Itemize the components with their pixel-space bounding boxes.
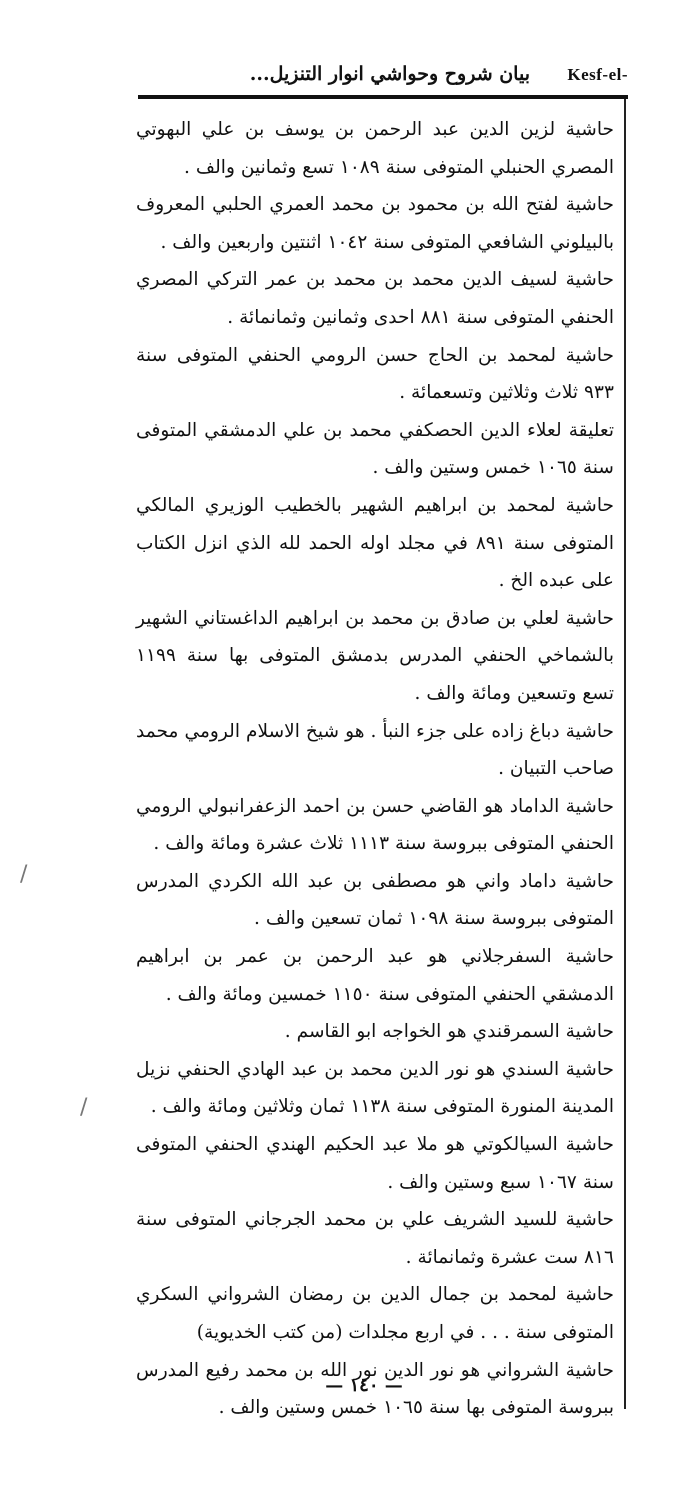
running-title: بيان شروح وحواشي انوار التنزيل... bbox=[249, 63, 530, 85]
entry-list bbox=[136, 111, 614, 1427]
entry: حاشية الشرواني هو نور الدين نور الله بن محمد رفيع المدرس ببروسة المتوفى بها سنة ١٠٦٥ خمس وستين والف . bbox=[136, 1359, 614, 1419]
entry: حاشية لزين الدين عبد الرحمن بن يوسف بن علي البهوتي المصري الحنبلي المتوفى سنة ١٠٨٩ تسع وثمانين والف . bbox=[136, 119, 614, 178]
entry: تعليقة لعلاء الدين الحصكفي محمد بن علي الدمشقي المتوفى سنة ١٠٦٥ خمس وستين والف . bbox=[136, 419, 614, 479]
entry: حاشية لمحمد بن جمال الدين بن رمضان الشرواني السكري المتوفى سنة . . . في اربع مجلدات (من كتب الخديوية) bbox=[136, 1284, 614, 1343]
margin-rule bbox=[624, 99, 626, 1409]
page-number: — ١٤٠ — bbox=[325, 1375, 403, 1396]
entry: حاشية السندي هو نور الدين محمد بن عبد الهادي الحنفي نزيل المدينة المنورة المتوفى سنة ١١٣٨ ثمان وثلاثين ومائة والف . bbox=[136, 1058, 614, 1118]
entry: حاشية داماد واني هو مصطفى بن عبد الله الكردي المدرس المتوفى ببروسة سنة ١٠٩٨ ثمان تسعين والف . bbox=[136, 870, 614, 930]
document-page bbox=[100, 55, 628, 1419]
page-header bbox=[100, 55, 628, 91]
entry: حاشية السيالكوتي هو ملا عبد الحكيم الهندي الحنفي المتوفى سنة ١٠٦٧ سبع وستين والف . bbox=[136, 1134, 614, 1193]
header-rule bbox=[138, 95, 628, 99]
catalog-label: Kesf-el- bbox=[567, 65, 628, 84]
pencil-mark: / bbox=[20, 862, 28, 887]
entry: حاشية الداماد هو القاضي حسن بن احمد الزعفرانبولي الرومي الحنفي المتوفى ببروسة سنة ١١١٣ ثلاث عشرة ومائة والف . bbox=[136, 795, 614, 855]
pencil-mark: / bbox=[80, 1095, 88, 1120]
entry: حاشية لمحمد بن ابراهيم الشهير بالخطيب الوزيري المالكي المتوفى سنة ٨٩١ في مجلد اوله الحمد لله الذي انزل الكتاب على عبده الخ . bbox=[136, 494, 614, 592]
entry: حاشية لسيف الدين محمد بن محمد بن عمر التركي المصري الحنفي المتوفى سنة ٨٨١ احدى وثمانين وثمانمائة . bbox=[136, 269, 614, 328]
entry: حاشية السفرجلاني هو عبد الرحمن بن عمر بن ابراهيم الدمشقي الحنفي المتوفى سنة ١١٥٠ خمسين ومائة والف . bbox=[136, 946, 614, 1005]
entry: حاشية السمرقندي هو الخواجه ابو القاسم . bbox=[284, 1021, 614, 1043]
entry: حاشية دباغ زاده على جزء النبأ . هو شيخ الاسلام الرومي محمد صاحب التبيان . bbox=[136, 720, 614, 780]
entry: حاشية لفتح الله بن محمود بن محمد العمري الحلبي المعروف بالبيلوني الشافعي المتوفى سنة ١٠٤٢ اثنتين واربعين والف . bbox=[136, 194, 614, 253]
entry: حاشية لمحمد بن الحاج حسن الرومي الحنفي المتوفى سنة ٩٣٣ ثلاث وثلاثين وتسعمائة . bbox=[136, 344, 614, 404]
entry: حاشية للسيد الشريف علي بن محمد الجرجاني المتوفى سنة ٨١٦ ست عشرة وثمانمائة . bbox=[136, 1209, 614, 1268]
entry: حاشية لعلي بن صادق بن محمد بن ابراهيم الداغستاني الشهير بالشماخي الحنفي المدرس بدمشق المتوفى بها سنة ١١٩٩ تسع وتسعين ومائة والف . bbox=[136, 607, 614, 704]
